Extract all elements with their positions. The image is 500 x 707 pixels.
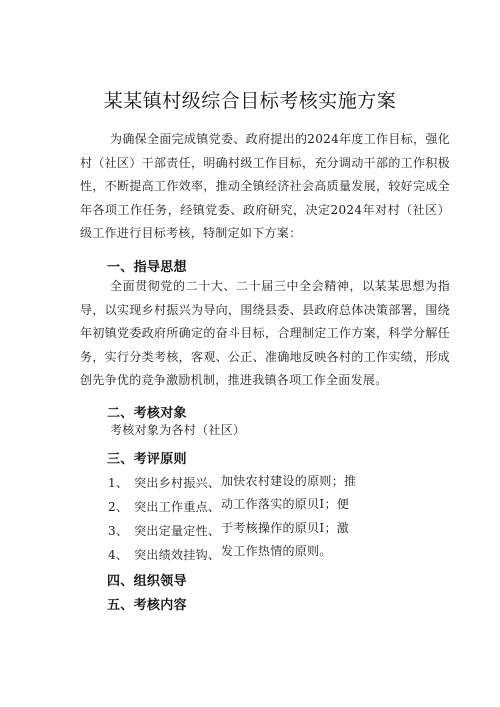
principle-tail-1: 加快农村建设的原则；推 xyxy=(221,474,357,488)
principle-label: 突出工作重点、 xyxy=(134,500,221,514)
principle-label: 突出绩效挂钩、 xyxy=(134,548,221,562)
page-title: 某某镇村级综合目标考核实施方案 xyxy=(103,90,397,112)
principle-item-1 xyxy=(108,474,220,491)
principle-label: 突出乡村振兴、 xyxy=(134,476,221,490)
principle-tail-3: 于考核操作的原贝I；激 xyxy=(221,521,350,535)
guiding-ideology-paragraph: 全面贯彻党的二十大、二十届三中全会精神，以某某思想为指导，以实现乡村振兴为导向，围绕县委、县政府总体决策部署，围绕年初镇党委政府所确定的奋斗目标，合理制定工作方案，科学分解任务，实行分类考核，客观、公正、准确地反映各村的工作实绩，形成创先争优的竞争激励机制，推进我镇各项工作全面发展。 xyxy=(80,279,450,388)
principle-number: 4、 xyxy=(108,548,129,562)
intro-paragraph: 为确保全面完成镇党委、政府提出的2024年度工作目标，强化村（社区）干部责任，明确村级工作目标，充分调动干部的工作积极性，不断提高工作效率，推动全镇经济社会高质量发展，较好完成全年各项工作任务，经镇党委、政府研究，决定2024年对村（社区）级工作进行目标考核，特制定如下方案： xyxy=(80,132,450,241)
principle-tail-4: 发工作热情的原则。 xyxy=(221,544,332,558)
principle-item-3 xyxy=(108,522,220,539)
section-heading-principles: 三、考评原则 xyxy=(107,452,187,467)
section-heading-content: 五、考核内容 xyxy=(107,598,187,613)
principle-label: 突出定量定性、 xyxy=(134,524,221,538)
principle-number: 1、 xyxy=(108,476,129,490)
section-heading-organization: 四、组织领导 xyxy=(107,574,187,589)
section-heading-guiding-ideology: 一、指导思想 xyxy=(107,260,187,275)
principle-number: 2、 xyxy=(108,500,129,514)
assessment-target-text: 考核对象为各村（社区） xyxy=(110,423,246,437)
principle-tail-2: 动工作落实的原贝I；便 xyxy=(221,497,350,511)
principle-item-2 xyxy=(108,498,220,515)
principle-number: 3、 xyxy=(108,524,129,538)
section-heading-assessment-target: 二、考核对象 xyxy=(107,406,187,421)
principle-item-4 xyxy=(108,546,220,563)
